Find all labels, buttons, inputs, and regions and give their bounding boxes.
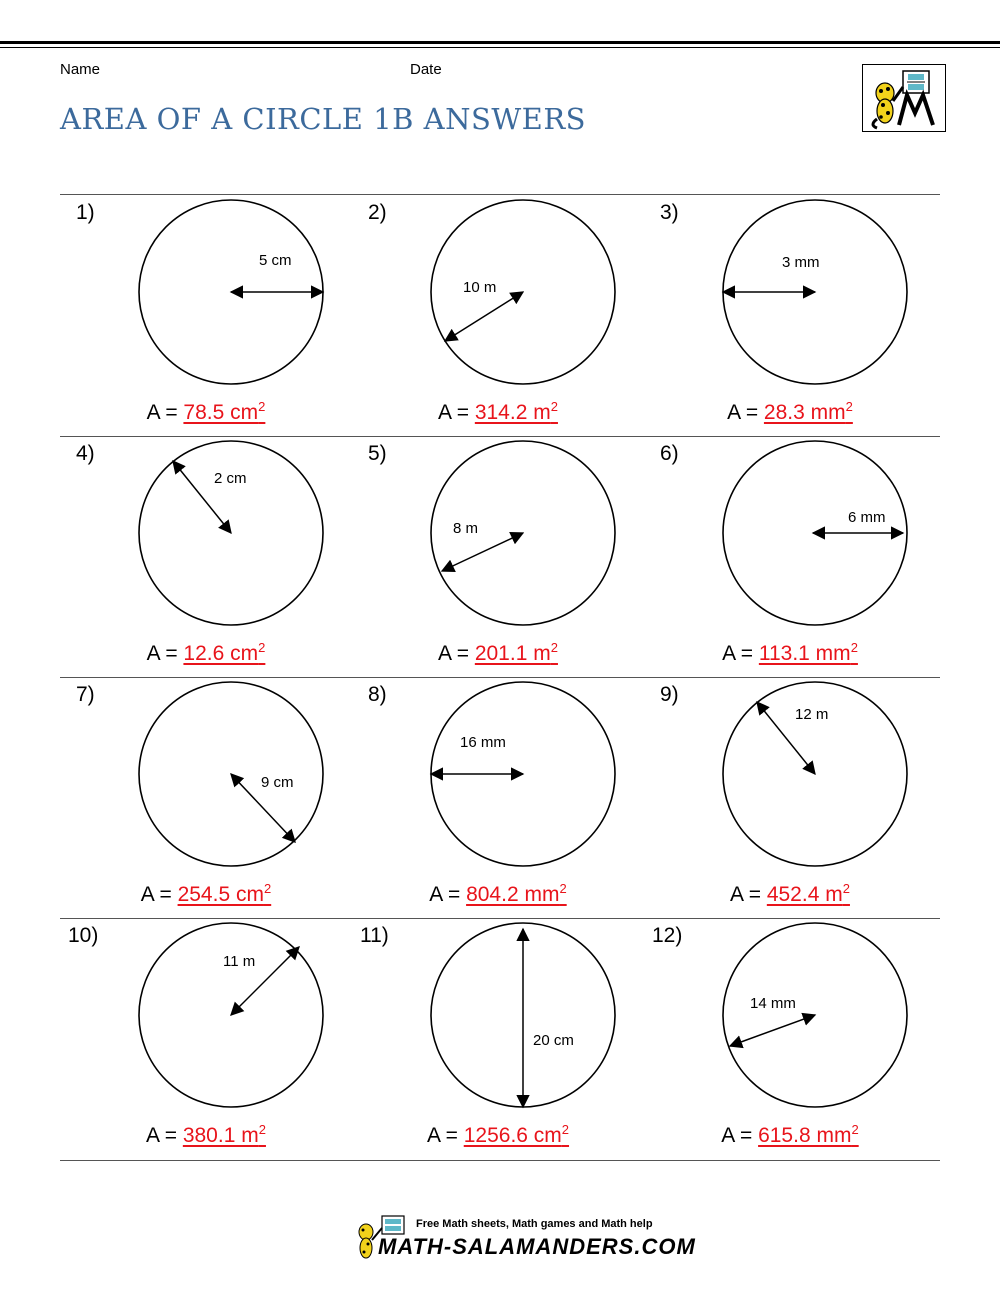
answer-value (183, 401, 265, 424)
question-number: 11) (360, 924, 389, 947)
answer-number: 1256.6 cm (463, 1124, 562, 1147)
problem-cell (60, 918, 352, 1160)
problem-cell (352, 677, 644, 919)
answer-line (352, 399, 644, 425)
answer-number: 452.4 m (766, 883, 843, 906)
answer-line (644, 399, 936, 425)
circle-diagram (644, 918, 936, 1118)
answer-prefix: A = (146, 1124, 183, 1147)
problem-cell (352, 918, 644, 1160)
answer-exponent: 2 (851, 1122, 859, 1137)
answer-prefix: A = (146, 642, 184, 665)
answer-number: 254.5 cm (177, 883, 264, 906)
problem-cell (352, 436, 644, 678)
answer-value (183, 1124, 266, 1147)
answer-line (352, 640, 644, 666)
answer-prefix: A = (426, 1124, 464, 1147)
answer-line (644, 1122, 936, 1148)
answer-value (183, 642, 265, 665)
problem-cell (352, 195, 644, 437)
answer-exponent: 2 (559, 881, 567, 896)
circle-diagram (60, 195, 352, 395)
measurement-label: 16 mm (460, 734, 506, 751)
footer-tagline: Free Math sheets, Math games and Math help (416, 1218, 653, 1230)
answer-number: 78.5 cm (183, 401, 259, 424)
answer-value (464, 1124, 569, 1147)
answer-number: 380.1 m (182, 1124, 259, 1147)
answer-value (475, 642, 558, 665)
answer-exponent: 2 (561, 1122, 570, 1137)
problem-cell (644, 677, 936, 919)
question-number: 6) (660, 442, 679, 465)
question-number: 9) (660, 683, 679, 706)
answer-prefix: A = (146, 401, 184, 424)
circle-diagram (60, 677, 352, 877)
date-label: Date (410, 61, 442, 78)
question-number: 2) (368, 201, 387, 224)
circle-diagram (644, 677, 936, 877)
answer-line (644, 640, 936, 666)
answer-value (764, 401, 853, 424)
answer-prefix: A = (727, 401, 764, 424)
answer-line (60, 881, 352, 907)
measurement-label: 14 mm (750, 995, 796, 1012)
answer-exponent: 2 (263, 881, 272, 896)
answer-exponent: 2 (842, 881, 850, 896)
answer-number: 201.1 m (474, 642, 551, 665)
question-number: 12) (652, 924, 683, 947)
measurement-label: 2 cm (214, 470, 247, 487)
answer-value (475, 401, 558, 424)
measurement-label: 8 m (453, 520, 479, 537)
question-number: 1) (76, 201, 95, 224)
answer-prefix: A = (438, 401, 475, 424)
answer-number: 314.2 m (474, 401, 551, 424)
answer-line (60, 640, 352, 666)
radius-line (730, 1015, 815, 1046)
question-number: 3) (660, 201, 679, 224)
measurement-label: 20 cm (533, 1032, 574, 1049)
salamander-logo-icon (862, 64, 946, 132)
circle-diagram (352, 918, 644, 1118)
row-divider (60, 1160, 940, 1161)
answer-prefix: A = (438, 642, 475, 665)
circle-diagram (352, 195, 644, 395)
measurement-label: 12 m (795, 706, 829, 723)
footer-site-name: MATH-SALAMANDERS.COM (378, 1234, 696, 1259)
problem-cell (644, 195, 936, 437)
measurement-label: 11 m (223, 953, 256, 970)
answer-number: 804.2 mm (466, 883, 560, 906)
problem-cell (60, 195, 352, 437)
answer-exponent: 2 (845, 399, 853, 414)
answer-line (352, 881, 644, 907)
circle-diagram (644, 436, 936, 636)
answer-exponent: 2 (550, 399, 558, 414)
answer-value (759, 642, 858, 665)
answer-prefix: A = (730, 883, 767, 906)
measurement-label: 6 mm (848, 509, 886, 526)
problem-cell (644, 918, 936, 1160)
answer-exponent: 2 (550, 640, 558, 655)
circle-diagram (644, 195, 936, 395)
measurement-label: 10 m (463, 279, 497, 296)
name-label: Name (60, 61, 101, 78)
top-rule (0, 41, 1000, 44)
circle-diagram (352, 436, 644, 636)
problem-cell (60, 677, 352, 919)
answer-value (758, 1124, 859, 1147)
answer-prefix: A = (140, 883, 178, 906)
top-rule-thin (0, 47, 1000, 48)
answer-exponent: 2 (258, 399, 266, 414)
page-title: AREA OF A CIRCLE 1B ANSWERS (60, 102, 587, 136)
answer-exponent: 2 (850, 640, 858, 655)
answer-number: 12.6 cm (183, 642, 259, 665)
circle-diagram (60, 436, 352, 636)
answer-number: 113.1 mm (758, 642, 851, 665)
answer-number: 28.3 mm (763, 401, 846, 424)
answer-prefix: A = (722, 642, 759, 665)
radius-line (445, 292, 523, 341)
measurement-label: 3 mm (782, 254, 820, 271)
answer-exponent: 2 (258, 640, 266, 655)
answer-line (644, 881, 936, 907)
question-number: 8) (368, 683, 387, 706)
answer-value (178, 883, 272, 906)
measurement-label: 9 cm (261, 774, 294, 791)
question-number: 4) (76, 442, 95, 465)
measurement-label: 5 cm (259, 252, 292, 269)
answer-line (60, 399, 352, 425)
circle-diagram (352, 677, 644, 877)
radius-line (442, 533, 523, 571)
answer-line (352, 1122, 644, 1148)
answer-exponent: 2 (258, 1122, 266, 1137)
question-number: 5) (368, 442, 387, 465)
answer-line (60, 1122, 352, 1148)
problem-cell (60, 436, 352, 678)
answer-value (466, 883, 567, 906)
answer-number: 615.8 mm (758, 1124, 852, 1147)
problem-cell (644, 436, 936, 678)
answer-value (767, 883, 850, 906)
question-number: 10) (68, 924, 99, 947)
answer-prefix: A = (721, 1124, 759, 1147)
question-number: 7) (76, 683, 95, 706)
circle-diagram (60, 918, 352, 1118)
answer-prefix: A = (429, 883, 467, 906)
